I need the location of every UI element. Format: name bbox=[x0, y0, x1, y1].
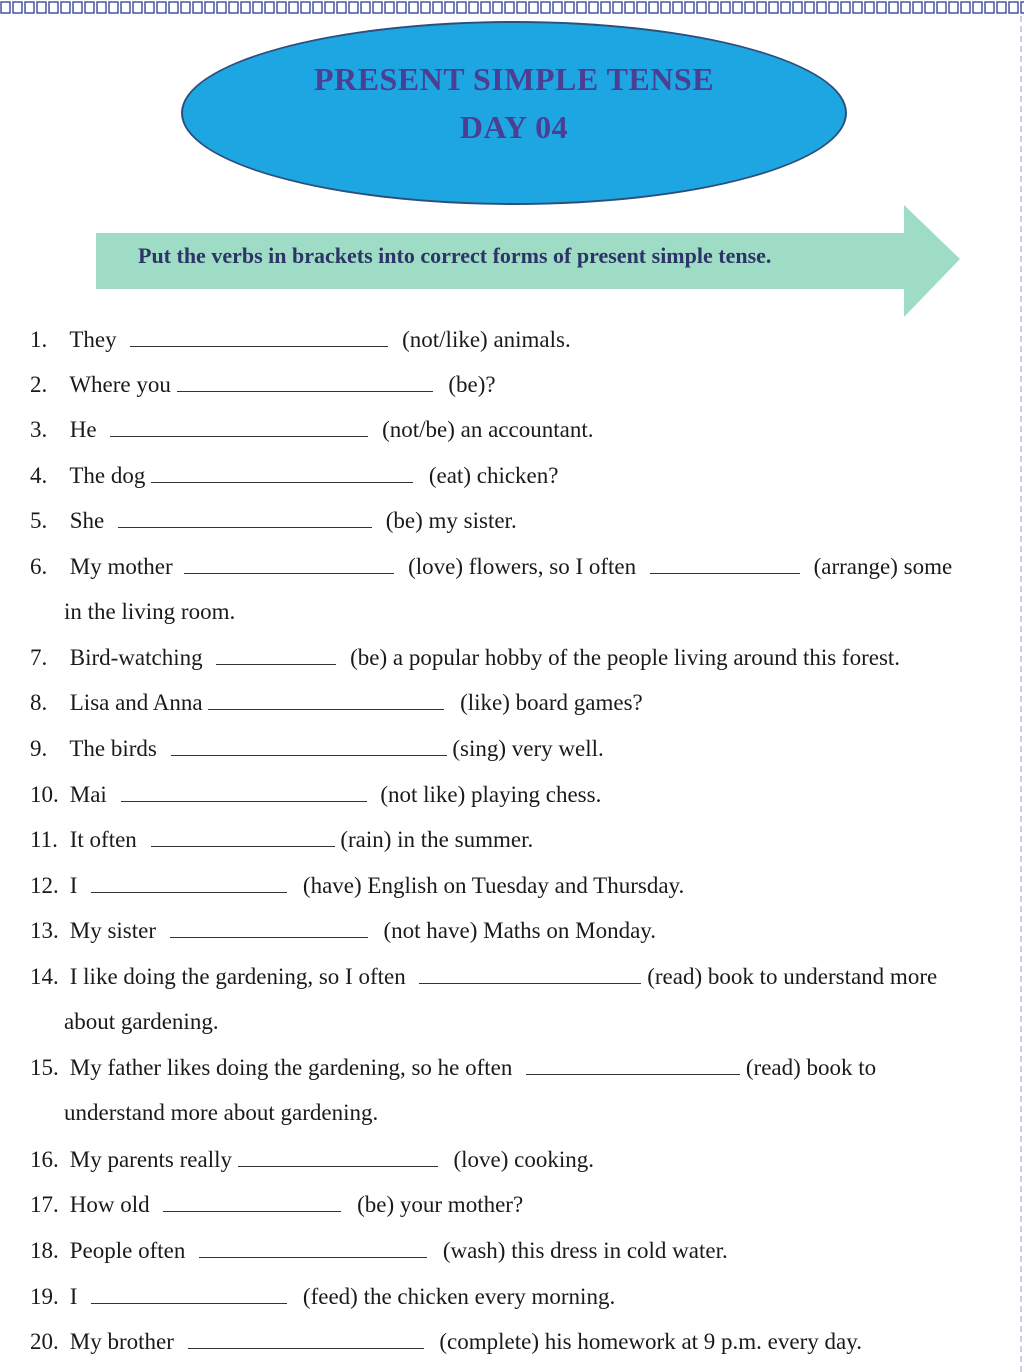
list-item bbox=[30, 870, 684, 901]
item-prefix: They bbox=[69, 327, 117, 352]
item-number: 8. bbox=[30, 690, 48, 715]
item-number: 18. bbox=[30, 1238, 59, 1263]
item-number: 2. bbox=[30, 372, 48, 397]
list-item bbox=[30, 460, 558, 491]
item-prefix: My mother bbox=[69, 554, 173, 579]
item-number: 10. bbox=[30, 782, 59, 807]
item-prefix: It often bbox=[69, 827, 137, 852]
item-prefix: I bbox=[69, 1284, 78, 1309]
item-continuation: understand more about gardening. bbox=[64, 1100, 379, 1125]
item-suffix: (not have) Maths on Monday. bbox=[383, 918, 657, 943]
item-suffix: (wash) this dress in cold water. bbox=[442, 1238, 728, 1263]
item-suffix: (not like) playing chess. bbox=[380, 782, 602, 807]
answer-blank[interactable] bbox=[130, 324, 388, 347]
item-prefix: How old bbox=[69, 1192, 150, 1217]
answer-blank[interactable] bbox=[199, 1235, 427, 1258]
list-item bbox=[30, 1235, 728, 1266]
item-suffix: (love) cooking. bbox=[453, 1147, 594, 1172]
instruction-text: Put the verbs in brackets into correct forms of present simple tense. bbox=[138, 243, 772, 268]
item-number: 1. bbox=[30, 327, 48, 352]
list-item bbox=[30, 1326, 862, 1357]
item-number: 17. bbox=[30, 1192, 59, 1217]
item-continuation: about gardening. bbox=[64, 1009, 219, 1034]
item-number: 11. bbox=[30, 827, 58, 852]
item-number: 3. bbox=[30, 417, 48, 442]
item-prefix: Bird-watching bbox=[69, 645, 203, 670]
answer-blank[interactable] bbox=[177, 369, 433, 392]
item-suffix: (be) my sister. bbox=[385, 508, 517, 533]
answer-blank[interactable] bbox=[91, 1281, 287, 1304]
item-prefix: I like doing the gardening, so I often bbox=[69, 964, 406, 989]
answer-blank[interactable] bbox=[526, 1052, 740, 1075]
item-suffix: (feed) the chicken every morning. bbox=[302, 1284, 616, 1309]
item-prefix: I bbox=[69, 873, 78, 898]
answer-blank[interactable] bbox=[419, 961, 641, 984]
answer-blank[interactable] bbox=[110, 414, 368, 437]
item-prefix: Lisa and Anna bbox=[69, 690, 203, 715]
right-border-rule bbox=[1020, 16, 1022, 1372]
item-middle: (love) flowers, so I often bbox=[408, 554, 637, 579]
answer-blank[interactable] bbox=[238, 1144, 438, 1167]
answer-blank[interactable] bbox=[91, 870, 287, 893]
item-number: 6. bbox=[30, 554, 48, 579]
item-suffix: (complete) his homework at 9 p.m. every day. bbox=[439, 1329, 862, 1354]
list-item bbox=[30, 733, 604, 764]
answer-blank[interactable] bbox=[171, 733, 447, 756]
answer-blank[interactable] bbox=[118, 505, 372, 528]
list-item bbox=[30, 687, 643, 718]
item-suffix: (be) your mother? bbox=[357, 1192, 524, 1217]
answer-blank[interactable] bbox=[184, 551, 394, 574]
answer-blank[interactable] bbox=[170, 915, 368, 938]
item-suffix: (eat) chicken? bbox=[428, 463, 559, 488]
answer-blank[interactable] bbox=[121, 779, 367, 802]
list-item bbox=[30, 961, 937, 992]
item-number: 20. bbox=[30, 1329, 59, 1354]
list-item bbox=[30, 779, 601, 810]
item-prefix: Mai bbox=[69, 782, 107, 807]
item-suffix: (rain) in the summer. bbox=[340, 827, 534, 852]
item-prefix: My parents really bbox=[69, 1147, 232, 1172]
list-item bbox=[30, 1144, 594, 1175]
page-title: PRESENT SIMPLE TENSE bbox=[313, 61, 715, 97]
top-border-decoration bbox=[0, 0, 1024, 16]
item-prefix: Where you bbox=[69, 372, 171, 397]
page-subtitle-day: DAY 04 bbox=[459, 109, 569, 145]
item-suffix: (read) book to understand more bbox=[647, 964, 938, 989]
answer-blank[interactable] bbox=[188, 1326, 424, 1349]
item-suffix: (be)? bbox=[448, 372, 496, 397]
instruction-arrow-banner bbox=[96, 205, 960, 317]
item-number: 14. bbox=[30, 964, 59, 989]
item-suffix: (not/like) animals. bbox=[402, 327, 571, 352]
item-suffix: (not/be) an accountant. bbox=[382, 417, 594, 442]
item-suffix: (read) book to bbox=[745, 1055, 877, 1080]
answer-blank[interactable] bbox=[650, 551, 800, 574]
item-prefix: She bbox=[69, 508, 105, 533]
answer-blank[interactable] bbox=[151, 824, 335, 847]
item-number: 15. bbox=[30, 1055, 59, 1080]
item-number: 12. bbox=[30, 873, 59, 898]
item-suffix: (sing) very well. bbox=[452, 736, 604, 761]
list-item bbox=[30, 551, 952, 582]
item-prefix: The dog bbox=[69, 463, 146, 488]
list-item bbox=[30, 915, 656, 946]
list-item bbox=[30, 414, 593, 445]
list-item bbox=[30, 1281, 615, 1312]
answer-blank[interactable] bbox=[163, 1189, 341, 1212]
item-number: 7. bbox=[30, 645, 48, 670]
list-item bbox=[30, 642, 900, 673]
answer-blank[interactable] bbox=[208, 687, 444, 710]
list-item bbox=[30, 824, 533, 855]
item-suffix: (arrange) some bbox=[813, 554, 953, 579]
item-suffix: (be) a popular hobby of the people living around this forest. bbox=[350, 645, 901, 670]
answer-blank[interactable] bbox=[216, 642, 336, 665]
answer-blank[interactable] bbox=[151, 460, 413, 483]
item-prefix: My father likes doing the gardening, so he often bbox=[69, 1055, 513, 1080]
item-number: 19. bbox=[30, 1284, 59, 1309]
item-number: 13. bbox=[30, 918, 59, 943]
item-number: 9. bbox=[30, 736, 48, 761]
title-ellipse bbox=[181, 21, 847, 205]
item-number: 5. bbox=[30, 508, 48, 533]
item-prefix: My brother bbox=[69, 1329, 174, 1354]
item-suffix: (have) English on Tuesday and Thursday. bbox=[302, 873, 685, 898]
item-prefix: My sister bbox=[69, 918, 156, 943]
list-item bbox=[30, 505, 517, 536]
list-item bbox=[30, 369, 496, 400]
list-item bbox=[30, 1052, 876, 1083]
item-prefix: The birds bbox=[69, 736, 157, 761]
list-item bbox=[30, 1189, 523, 1220]
item-suffix: (like) board games? bbox=[460, 690, 643, 715]
item-number: 16. bbox=[30, 1147, 59, 1172]
list-item bbox=[30, 324, 571, 355]
item-continuation: in the living room. bbox=[64, 599, 236, 624]
item-prefix: He bbox=[69, 417, 97, 442]
item-number: 4. bbox=[30, 463, 48, 488]
item-prefix: People often bbox=[69, 1238, 186, 1263]
